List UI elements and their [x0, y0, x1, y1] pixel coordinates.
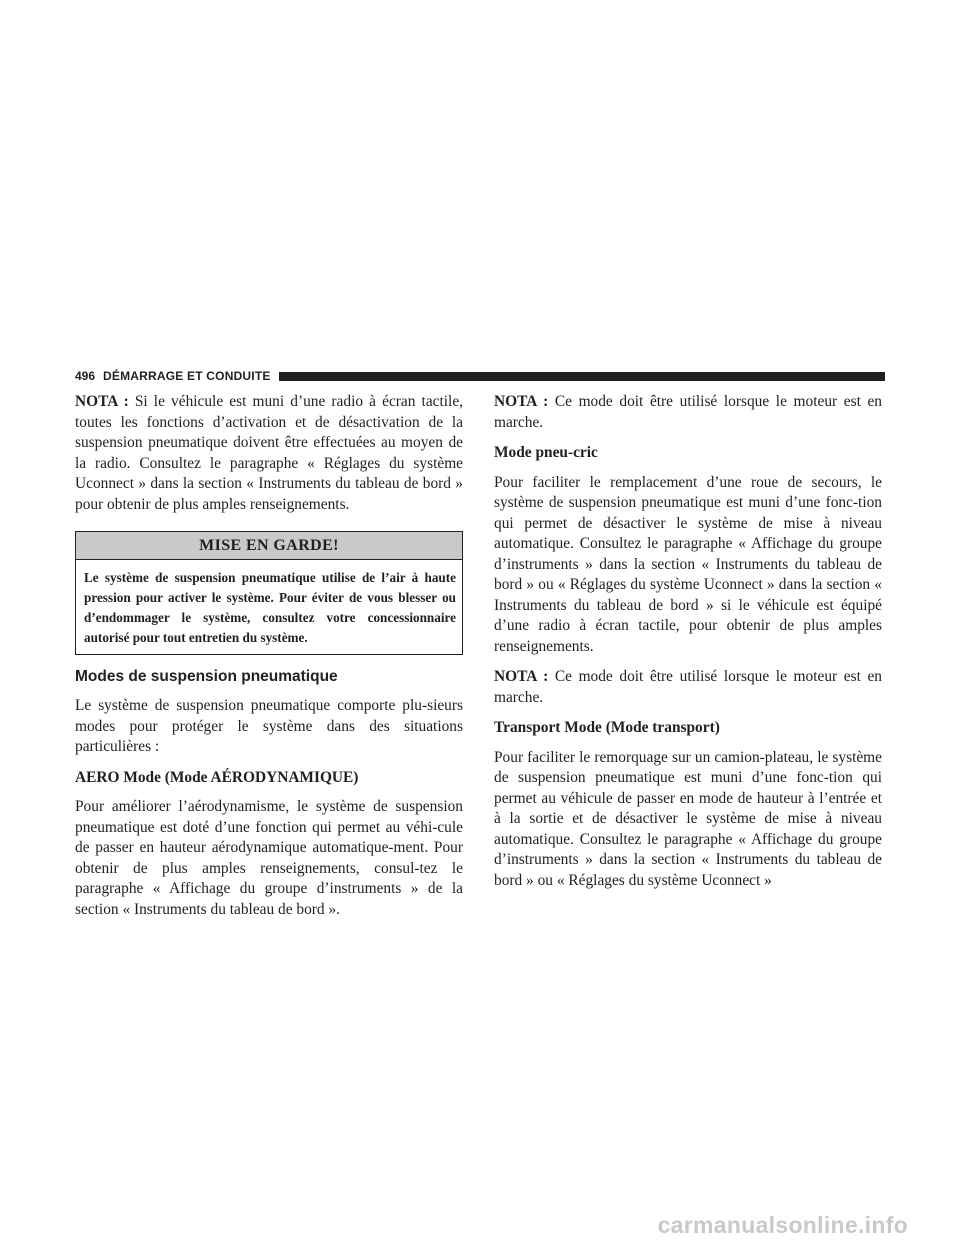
warning-text: Le système de suspension pneumatique utilise de l’air à haute pression pour activer le système. Pour éviter de vous blesser ou d’endommager le système, consultez votre concessionnaire autorisé pour tout entretien du système.	[84, 570, 456, 645]
section-heading: Modes de suspension pneumatique	[75, 668, 338, 685]
aero-mode-heading: AERO Mode (Mode AÉRODYNAMIQUE)	[75, 768, 359, 786]
transport-mode-text: Pour faciliter le remorquage sur un camion-plateau, le système de suspension pneumatique est muni d’une fonc-tion qui permet au véhicule de passer en mode de hauteur à l’entrée et à la sortie et de désactiver le système de mise à niveau automatique. Consultez le paragraphe « Affichage du groupe d’instruments » dans la section « Instruments du tableau de bord » ou « Réglages du système Uconnect »	[494, 748, 882, 889]
header-rule	[279, 372, 885, 381]
tire-jack-mode-heading: Mode pneu-cric	[494, 444, 598, 461]
section-title: DÉMARRAGE ET CONDUITE	[103, 369, 271, 383]
nota-label: NOTA :	[494, 393, 549, 410]
nota-paragraph	[494, 392, 882, 433]
nota-paragraph	[75, 392, 463, 515]
right-column	[494, 392, 882, 901]
nota-text: Ce mode doit être utilisé lorsque le moteur est en marche.	[494, 393, 882, 431]
intro-paragraph: Le système de suspension pneumatique comporte plu-sieurs modes pour protéger le système dans des situations particulières :	[75, 697, 463, 755]
nota-paragraph	[494, 667, 882, 708]
warning-title: MISE EN GARDE!	[76, 532, 462, 560]
watermark: carmanualsonline.info	[657, 1212, 908, 1238]
nota-text: Si le véhicule est muni d’une radio à écran tactile, toutes les fonctions d’activation et de désactivation de la suspension pneumatique doivent être effectuées au moyen de la radio. Consultez le paragraphe « Réglages du système Uconnect » dans la section « Instruments du tableau de bord » pour obtenir de plus amples renseignements.	[75, 393, 464, 513]
nota-text: Ce mode doit être utilisé lorsque le moteur est en marche.	[494, 668, 882, 706]
left-column	[75, 392, 463, 930]
nota-label: NOTA :	[75, 393, 129, 410]
page-number: 496	[75, 369, 96, 383]
nota-label: NOTA :	[494, 668, 549, 685]
page-header	[75, 366, 885, 386]
aero-mode-text: Pour améliorer l’aérodynamisme, le système de suspension pneumatique est doté d’une fonction qui permet au véhi-cule de passer en hauteur aérodynamique automatique-ment. Pour obtenir de plus amples renseignements, consul-tez le paragraphe « Affichage du groupe d’instruments » de la section « Instruments du tableau de bord ».	[75, 798, 463, 918]
transport-mode-heading: Transport Mode (Mode transport)	[494, 719, 720, 736]
tire-jack-mode-text: Pour faciliter le remplacement d’une roue de secours, le système de suspension pneumatique est muni d’une fonc-tion qui permet de désactiver le système de mise à niveau automatique. Consultez le paragraphe « Affichage du groupe d’instruments » dans la section « Instruments du tableau de bord » ou « Réglages du système Uconnect » dans la section « Instruments du tableau de bord » si le véhicule est équipé d’une radio à écran tactile, pour obtenir de plus amples renseignements.	[494, 473, 882, 655]
warning-box	[75, 531, 463, 655]
